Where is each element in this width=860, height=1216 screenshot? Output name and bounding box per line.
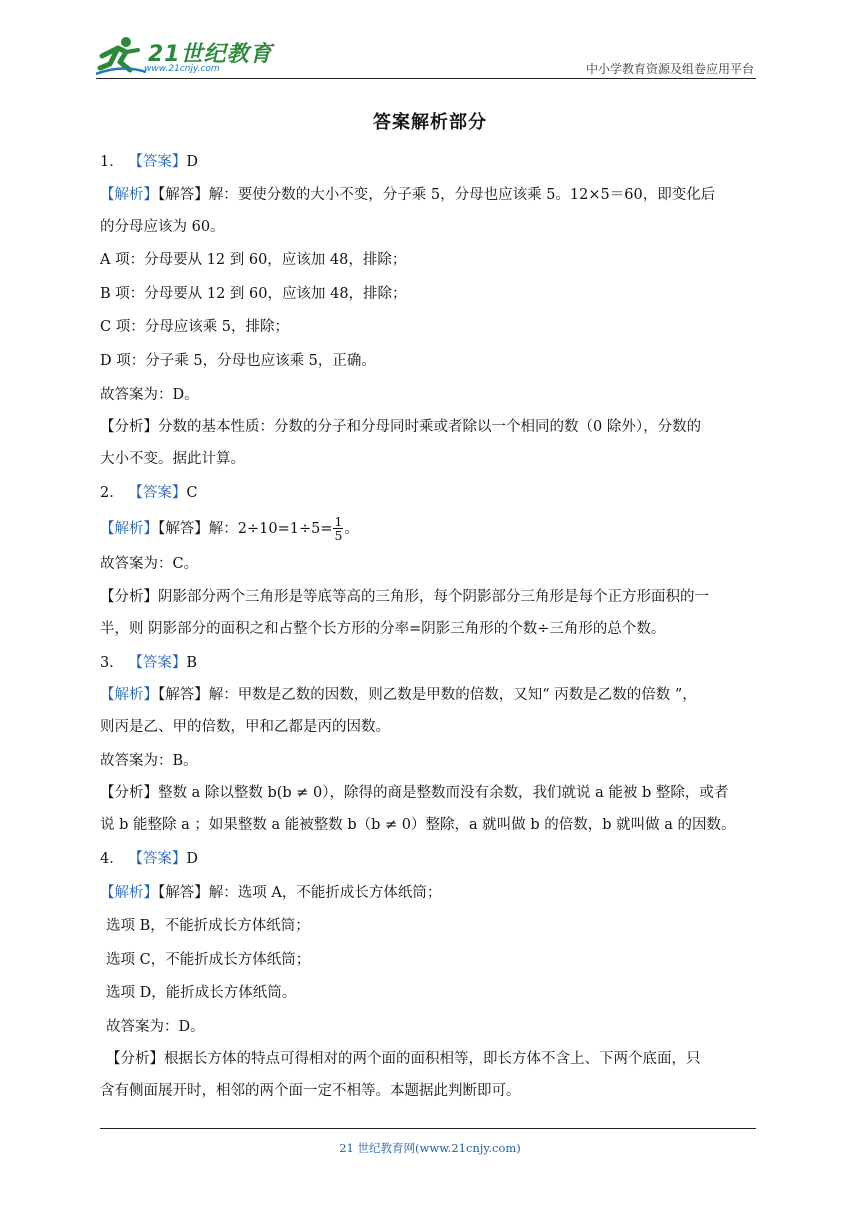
q2-line-2: 故答案为：C。	[100, 556, 199, 573]
q1-answer: D	[186, 154, 198, 170]
page-title: 答案解析部分	[373, 112, 487, 133]
q4-line-2: 选项 B，不能折成长方体纸筒；	[106, 918, 310, 935]
q4-line-1	[100, 877, 764, 911]
q2-line-3: 【分析】阴影部分两个三角形是等底等高的三角形，每个阴影部分三角形是每个正方形面积的一	[100, 588, 709, 605]
q2-answer-line	[100, 477, 764, 511]
q1-line-7: 故答案为：D。	[100, 386, 199, 403]
q1-line-8: 【分析】分数的基本性质：分数的分子和分母同时乘或者除以一个相同的数（0 除外），分数的	[100, 419, 702, 436]
q2-number: 2．	[100, 484, 124, 501]
runner-logo-icon	[96, 34, 146, 78]
q4-line-3: 选项 C，不能折成长方体纸筒；	[106, 951, 311, 968]
q4-line-4: 选项 D，能折成长方体纸筒。	[106, 985, 297, 1002]
page-footer: 21 世纪教育网(www.21cnjy.com)	[339, 1141, 521, 1155]
q3-line-4: 【分析】整数 a 除以整数 b(b ≠ 0），除得的商是整数而没有余数，我们就说 a 能被 b 整除，或者	[100, 785, 729, 802]
q3-number: 3．	[100, 654, 124, 671]
q2-explain-tag: 【解析】	[100, 521, 158, 538]
q4-text-1: 【解答】解：选项 A，不能折成长方体纸筒；	[158, 884, 442, 901]
q3-line-3: 故答案为：B。	[100, 752, 198, 769]
q3-explain-tag: 【解析】	[100, 687, 158, 704]
q3-line-2: 则丙是乙、甲的倍数，甲和乙都是丙的因数。	[100, 719, 390, 736]
q4-line-5: 故答案为：D。	[106, 1018, 205, 1035]
q3-answer: B	[186, 654, 197, 671]
q4-number: 4．	[100, 850, 124, 867]
q1-line-5: C 项：分母应该乘 5，排除；	[100, 319, 290, 336]
q4-line-6: 【分析】根据长方体的特点可得相对的两个面的面积相等，即长方体不含上、下两个底面，只	[106, 1051, 701, 1068]
q3-text-1: 【解答】解：甲数是乙数的因数，则乙数是甲数的倍数，又知“ 丙数是乙数的倍数 ”，	[158, 687, 697, 704]
q1-answer-line	[100, 146, 764, 180]
q3-answer-tag: 【答案】	[128, 654, 187, 671]
q1-text-1: 【解答】解：要使分数的大小不变，分子乘 5，分母也应该乘 5。12×5＝60，即变化后	[158, 186, 716, 203]
q4-answer: D	[186, 850, 198, 867]
q4-answer-tag: 【答案】	[128, 850, 187, 867]
q3-line-5: 说 b 能整除 a ；如果整数 a 能被整数 b（b ≠ 0）整除，a 就叫做 b 的倍数，b 就叫做 a 的因数。	[100, 817, 736, 834]
answer-content	[100, 146, 764, 1109]
q2-text-1: 【解答】解：2÷10=1÷5=	[158, 521, 333, 538]
q1-line-3: A 项：分母要从 12 到 60，应该加 48，排除；	[100, 252, 407, 269]
q1-line-4: B 项：分母要从 12 到 60，应该加 48，排除；	[100, 285, 407, 302]
logo-url: www.21cnjy.com	[144, 64, 220, 74]
footer-divider	[100, 1128, 756, 1129]
q3-line-1	[100, 680, 764, 711]
logo-text: 21世纪教育	[148, 42, 273, 67]
q2-line-4: 半，则 阴影部分的面积之和占整个长方形的分率=阴影三角形的个数÷三角形的总个数。	[100, 620, 666, 637]
q1-line-9: 大小不变。据此计算。	[100, 451, 245, 468]
q2-line-1	[100, 510, 764, 548]
q1-line-2: 的分母应该为 60。	[100, 218, 225, 235]
fraction	[333, 515, 343, 542]
q1-line-6: D 项：分子乘 5，分母也应该乘 5，正确。	[100, 352, 376, 369]
q4-answer-line	[100, 843, 764, 877]
q4-explain-tag: 【解析】	[100, 884, 158, 901]
q2-answer-tag: 【答案】	[128, 484, 187, 501]
q2-answer: C	[186, 484, 198, 501]
q1-explain-tag: 【解析】	[100, 186, 158, 203]
fraction-numerator: 1	[334, 513, 343, 529]
platform-name: 中小学教育资源及组卷应用平台	[585, 62, 754, 76]
header-divider	[96, 78, 756, 79]
fraction-denominator: 5	[334, 527, 343, 543]
site-logo	[96, 34, 273, 78]
q1-line-1	[100, 180, 764, 211]
q1-number: 1．	[100, 154, 124, 170]
q4-line-7: 含有侧面展开时，相邻的两个面一定不相等。本题据此判断即可。	[100, 1083, 521, 1100]
q1-answer-tag: 【答案】	[128, 154, 187, 170]
q3-answer-line	[100, 647, 764, 681]
page-header	[96, 30, 756, 80]
q2-text-1b: 。	[344, 521, 359, 538]
